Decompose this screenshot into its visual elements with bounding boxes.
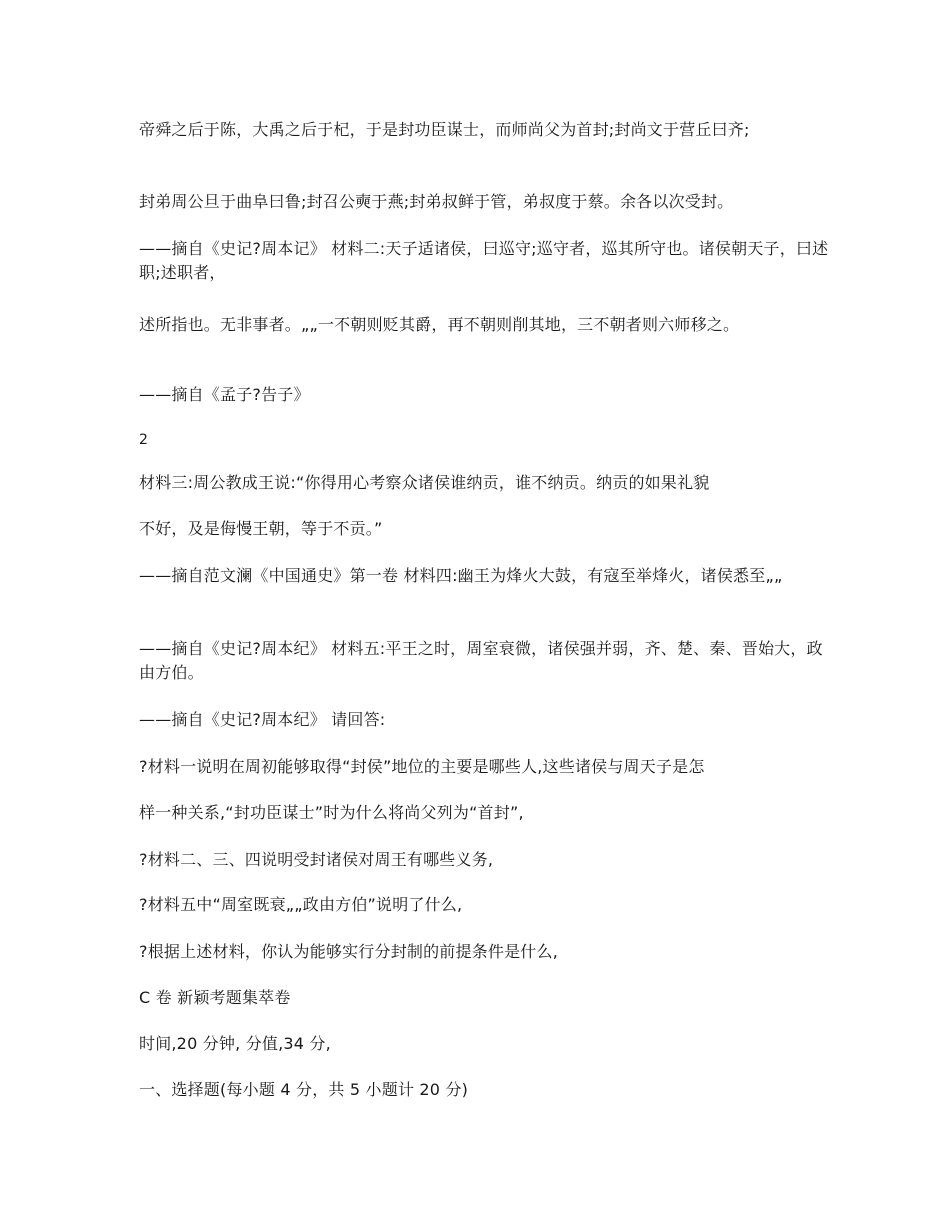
page-number: 2 bbox=[139, 432, 149, 448]
question-line: ?材料五中“周室既衰„„政由方伯”说明了什么, bbox=[139, 895, 463, 914]
text-line: 帝舜之后于陈，大禹之后于杞，于是封功臣谋士，而师尚父为首封;封尚文于营丘曰齐; bbox=[139, 120, 750, 139]
question-line: 样一种关系,“封功臣谋士”时为什么将尚父列为“首封”, bbox=[139, 803, 524, 822]
text-line: ——摘自《史记?周本记》 材料二:天子适诸侯，曰巡守;巡守者，巡其所守也。诸侯朝天子，曰述职;述职者， bbox=[139, 239, 829, 282]
question-line: ?材料二、三、四说明受封诸侯对周王有哪些义务, bbox=[139, 850, 494, 869]
question-line: ?材料一说明在周初能够取得“封侯”地位的主要是哪些人,这些诸侯与周天子是怎 bbox=[139, 757, 705, 776]
section-heading: C 卷 新颖考题集萃卷 bbox=[139, 988, 291, 1007]
exam-info: 时间,20 分钟, 分值,34 分, bbox=[139, 1034, 331, 1053]
text-line: ——摘自《史记?周本纪》 请回答: bbox=[139, 710, 386, 729]
text-line: ——摘自范文澜《中国通史》第一卷 材料四:幽王为烽火大鼓，有寇至举烽火，诸侯悉至„„ bbox=[139, 566, 783, 585]
text-line: ——摘自《史记?周本纪》 材料五:平王之时，周室衰微，诸侯强并弱，齐、楚、秦、晋始大，政由方伯。 bbox=[139, 639, 823, 682]
text-line: ——摘自《孟子?告子》 bbox=[139, 385, 310, 404]
text-line: 封弟周公旦于曲阜曰鲁;封召公奭于燕;封弟叔鲜于管，弟叔度于蔡。余各以次受封。 bbox=[139, 192, 734, 211]
question-line: ?根据上述材料，你认为能够实行分封制的前提条件是什么, bbox=[139, 942, 558, 961]
text-line: 述所指也。无非事者。„„一不朝则贬其爵，再不朝则削其地，三不朝者则六师移之。 bbox=[139, 315, 740, 334]
text-line: 不好，及是侮慢王朝，等于不贡。” bbox=[139, 519, 383, 538]
section-heading: 一、选择题(每小题 4 分，共 5 小题计 20 分) bbox=[139, 1080, 469, 1099]
text-line: 材料三:周公教成王说:“你得用心考察众诸侯谁纳贡，谁不纳贡。纳贡的如果礼貌 bbox=[139, 473, 710, 492]
